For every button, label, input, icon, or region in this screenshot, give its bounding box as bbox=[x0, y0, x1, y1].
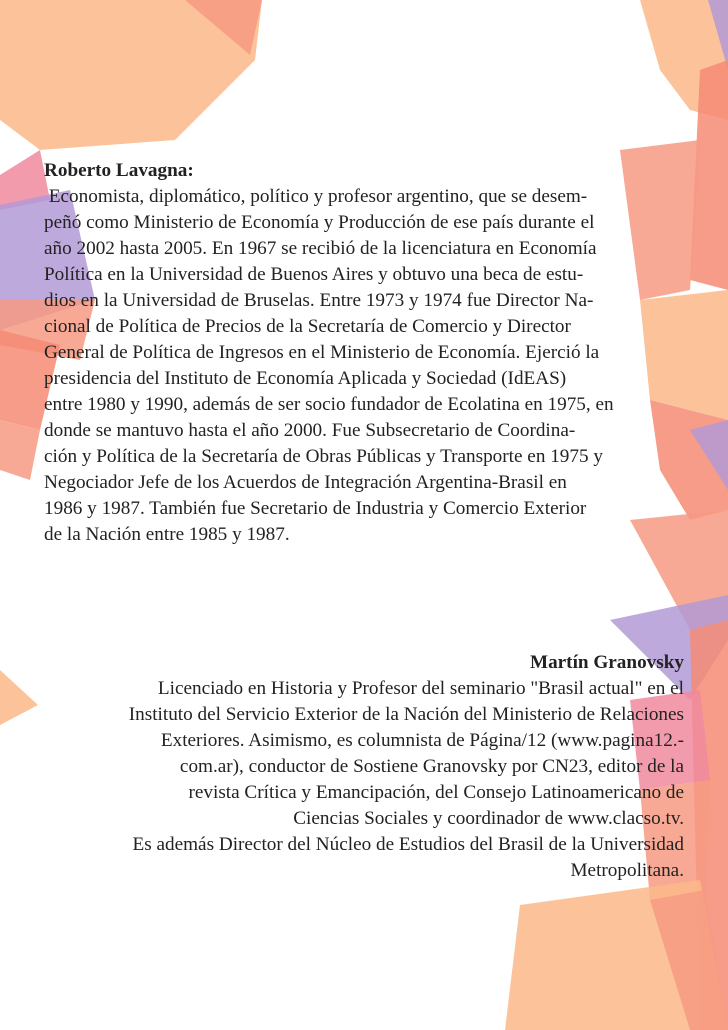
bio-line: 1986 y 1987. También fue Secretario de Industria y Comercio Exterior bbox=[44, 498, 587, 519]
bio-line: donde se mantuvo hasta el año 2000. Fue Subsecretario de Coordina- bbox=[44, 420, 576, 441]
bio-line: revista Crítica y Emancipación, del Consejo Latinoamericano de bbox=[188, 782, 684, 803]
bio-line: Licenciado en Historia y Profesor del seminario "Brasil actual" en el bbox=[157, 678, 684, 699]
bio-line: Exteriores. Asimismo, es columnista de Página/12 (www.pagina12.- bbox=[160, 730, 684, 751]
bio-line: Política en la Universidad de Buenos Aires y obtuvo una beca de estu- bbox=[44, 264, 584, 285]
bio-line: cional de Política de Precios de la Secretaría de Comercio y Director bbox=[44, 316, 571, 337]
bio-line: Instituto del Servicio Exterior de la Nación del Ministerio de Relaciones bbox=[128, 704, 684, 725]
bg-shape bbox=[0, 670, 38, 725]
bio-martin-granovsky bbox=[38, 650, 684, 884]
bio-line: año 2002 hasta 2005. En 1967 se recibió de la licenciatura en Economía bbox=[44, 238, 597, 259]
bio-line: peñó como Ministerio de Economía y Producción de ese país durante el bbox=[44, 212, 595, 233]
bio-line: entre 1980 y 1990, además de ser socio fundador de Ecolatina en 1975, en bbox=[44, 394, 614, 415]
bio-roberto-lavagna bbox=[44, 158, 689, 548]
bio-line: ción y Política de la Secretaría de Obras Públicas y Transporte en 1975 y bbox=[44, 446, 603, 467]
bio-name: Martín Granovsky bbox=[529, 652, 684, 673]
bio-line: Ciencias Sociales y coordinador de www.clacso.tv. bbox=[293, 808, 684, 829]
bio-line: Metropolitana. bbox=[570, 860, 684, 881]
bio-line: Es además Director del Núcleo de Estudios del Brasil de la Universidad bbox=[132, 834, 684, 855]
bio-line: de la Nación entre 1985 y 1987. bbox=[44, 524, 290, 545]
bio-line: General de Política de Ingresos en el Ministerio de Economía. Ejerció la bbox=[44, 342, 600, 363]
bio-line: Negociador Jefe de los Acuerdos de Integración Argentina-Brasil en bbox=[44, 472, 567, 493]
bg-shape bbox=[0, 420, 40, 480]
bio-line: presidencia del Instituto de Economía Aplicada y Sociedad (IdEAS) bbox=[44, 368, 567, 389]
bio-line: dios en la Universidad de Bruselas. Entre 1973 y 1974 fue Director Na- bbox=[44, 290, 594, 311]
bio-line: Economista, diplomático, político y profesor argentino, que se desem- bbox=[44, 186, 588, 207]
bio-line: com.ar), conductor de Sostiene Granovsky por CN23, editor de la bbox=[179, 756, 684, 777]
bio-name: Roberto Lavagna: bbox=[44, 160, 194, 181]
